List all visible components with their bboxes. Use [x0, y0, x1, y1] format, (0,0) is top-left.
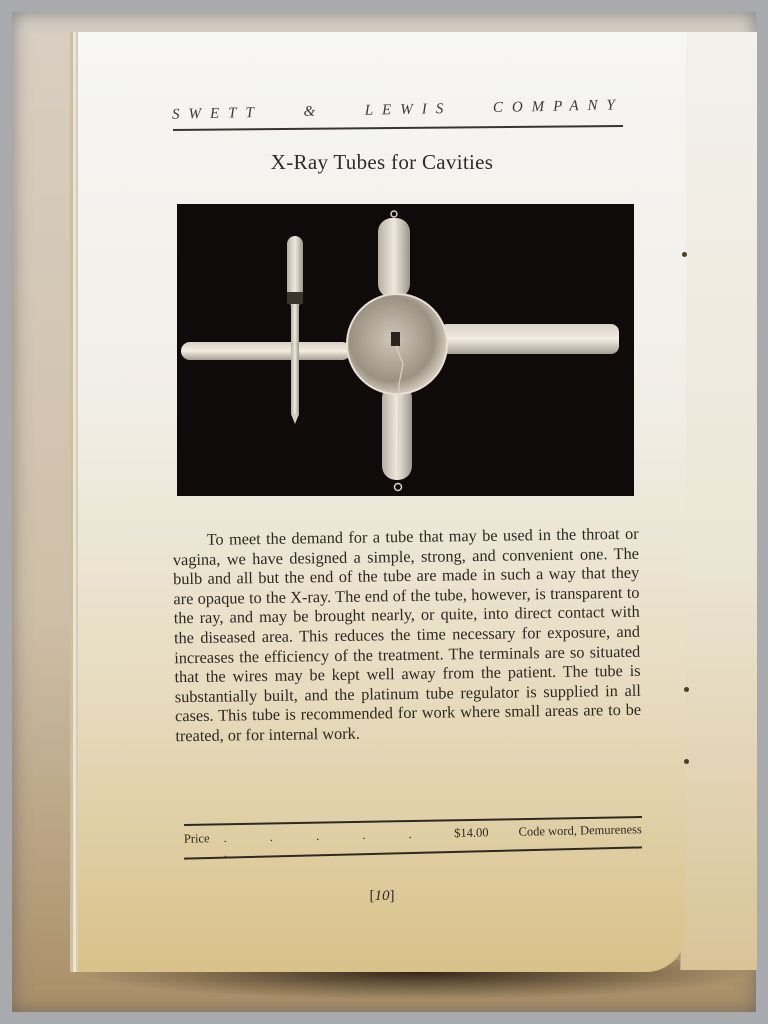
body-paragraph: To meet the demand for a tube that may be used in the throat or vagina, we have designed a simple, strong, and convenient one. The bulb and all but the end of the tube are made in such a way that they are opaque to the X-ray. The end of the tube, however, is transparent to the ray, and may be brought nearly, or quite, into direct contact with the diseased area. This reduces the time necessary for exposure, and increases the efficiency of the treatment. The terminals are so situated that the wires may be kept well away from the patient. The tube is substantially built, and the platinum tube regulator is supplied in all cases. This tube is recommended for work where small areas are to be treated, or for internal work.	[172, 523, 642, 746]
anode-target	[391, 332, 400, 346]
catalog-page	[76, 32, 686, 972]
running-head-word: COMPANY	[492, 97, 625, 117]
running-head-rule	[173, 125, 623, 131]
xray-tube-photo	[177, 204, 634, 496]
tube-right-arm	[439, 324, 619, 354]
tube-bottom-arm	[382, 384, 412, 480]
binding-staple	[682, 252, 687, 257]
page-number-bracket: [	[369, 888, 375, 904]
running-head	[172, 97, 624, 123]
code-word: Code word, Demureness	[518, 822, 642, 839]
page-number	[78, 888, 686, 905]
body-text	[173, 524, 642, 746]
price-amount: $14.00	[454, 825, 489, 841]
xray-tube-illustration	[177, 204, 634, 496]
tube-top-arm	[378, 218, 410, 298]
running-head-word: LEWIS	[364, 100, 453, 119]
regulator-stem	[291, 304, 299, 414]
bottom-terminal-loop	[395, 484, 402, 491]
page-number-bracket: ]	[389, 888, 395, 904]
page-number-value: 10	[374, 888, 390, 904]
binding-staple	[684, 759, 689, 764]
price-leader: . . . . . .	[223, 826, 432, 860]
running-head-word: SWETT	[171, 104, 264, 123]
running-head-word: &	[303, 103, 325, 120]
page-title: X-Ray Tubes for Cavities	[270, 150, 494, 174]
regulator-tip	[291, 414, 299, 424]
price-label: Price	[183, 831, 210, 846]
regulator-band	[287, 292, 303, 304]
binding-staple	[684, 687, 689, 692]
next-page-edge	[680, 32, 757, 970]
tube-left-arm	[181, 342, 351, 360]
top-terminal-loop	[391, 211, 397, 217]
